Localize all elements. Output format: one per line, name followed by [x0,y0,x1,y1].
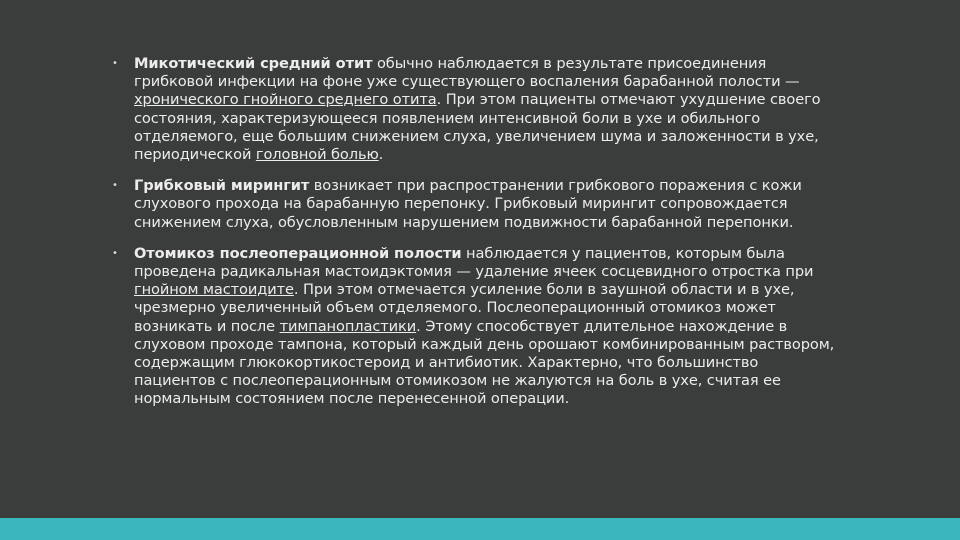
bullet-term: Отомикоз послеоперационной полости [134,244,462,262]
headache-link[interactable]: головной болью [255,146,379,164]
bullet-text: возникает при распространении грибкового поражения с кожи слухового прохода на барабанную перепонку. Грибковый мирингит сопровождается снижением слуха, обусловленным нарушением подвижности барабанной перепонки. [134,177,802,231]
bullet-term: Грибковый мирингит [134,177,310,195]
bullet-marker: • [112,58,118,69]
bullet-item-fungal-myringitis [112,177,842,232]
bullet-text: . При этом отмечается усиление боли в заушной области и в ухе, чрезмерно увеличенный объем отделяемого. Послеоперационный отомикоз может возникать и после [134,281,795,335]
bullet-text: . [378,146,384,164]
bullet-item-postoperative-otomycosis [112,245,842,409]
tympanoplasty-link[interactable]: тимпанопластики [279,317,417,335]
bullet-term: Микотический средний отит [134,55,373,72]
bullet-text: . При этом пациенты отмечают ухудшение своего состояния, характеризующееся появлением интенсивной боли в ухе и обильного отделяемого, еще большим снижением слуха, увеличением шума и заложенности в ухе, периодической [134,91,821,164]
bullet-marker: • [112,247,118,259]
chronic-otitis-link[interactable]: хронического гнойного среднего отита [134,91,437,109]
bullet-text: наблюдается у пациентов, которым была проведена радикальная мастоидэктомия — удаление ячеек сосцевидного отростка при [134,244,814,281]
accent-bar [0,518,960,540]
purulent-mastoiditis-link[interactable]: гнойном мастоидите [134,281,294,299]
bullet-text: . Этому способствует длительное нахождение в слуховом проходе тампона, который каждый день орошают комбинированным раствором, содержащим глюкокортикостероид и антибиотик. Характерно, что большинство пациентов с послеоперационным отомикозом не жалуются на боль в ухе, считая ее нормальным состоянием после перенесенной операции. [134,317,835,408]
bullet-marker: • [112,180,118,192]
bullet-item-mycotic-otitis [112,55,842,164]
bullet-text: обычно наблюдается в результате присоединения грибковой инфекции на фоне уже существующего воспаления барабанной полости — [134,55,800,91]
bullet-list [112,55,842,422]
